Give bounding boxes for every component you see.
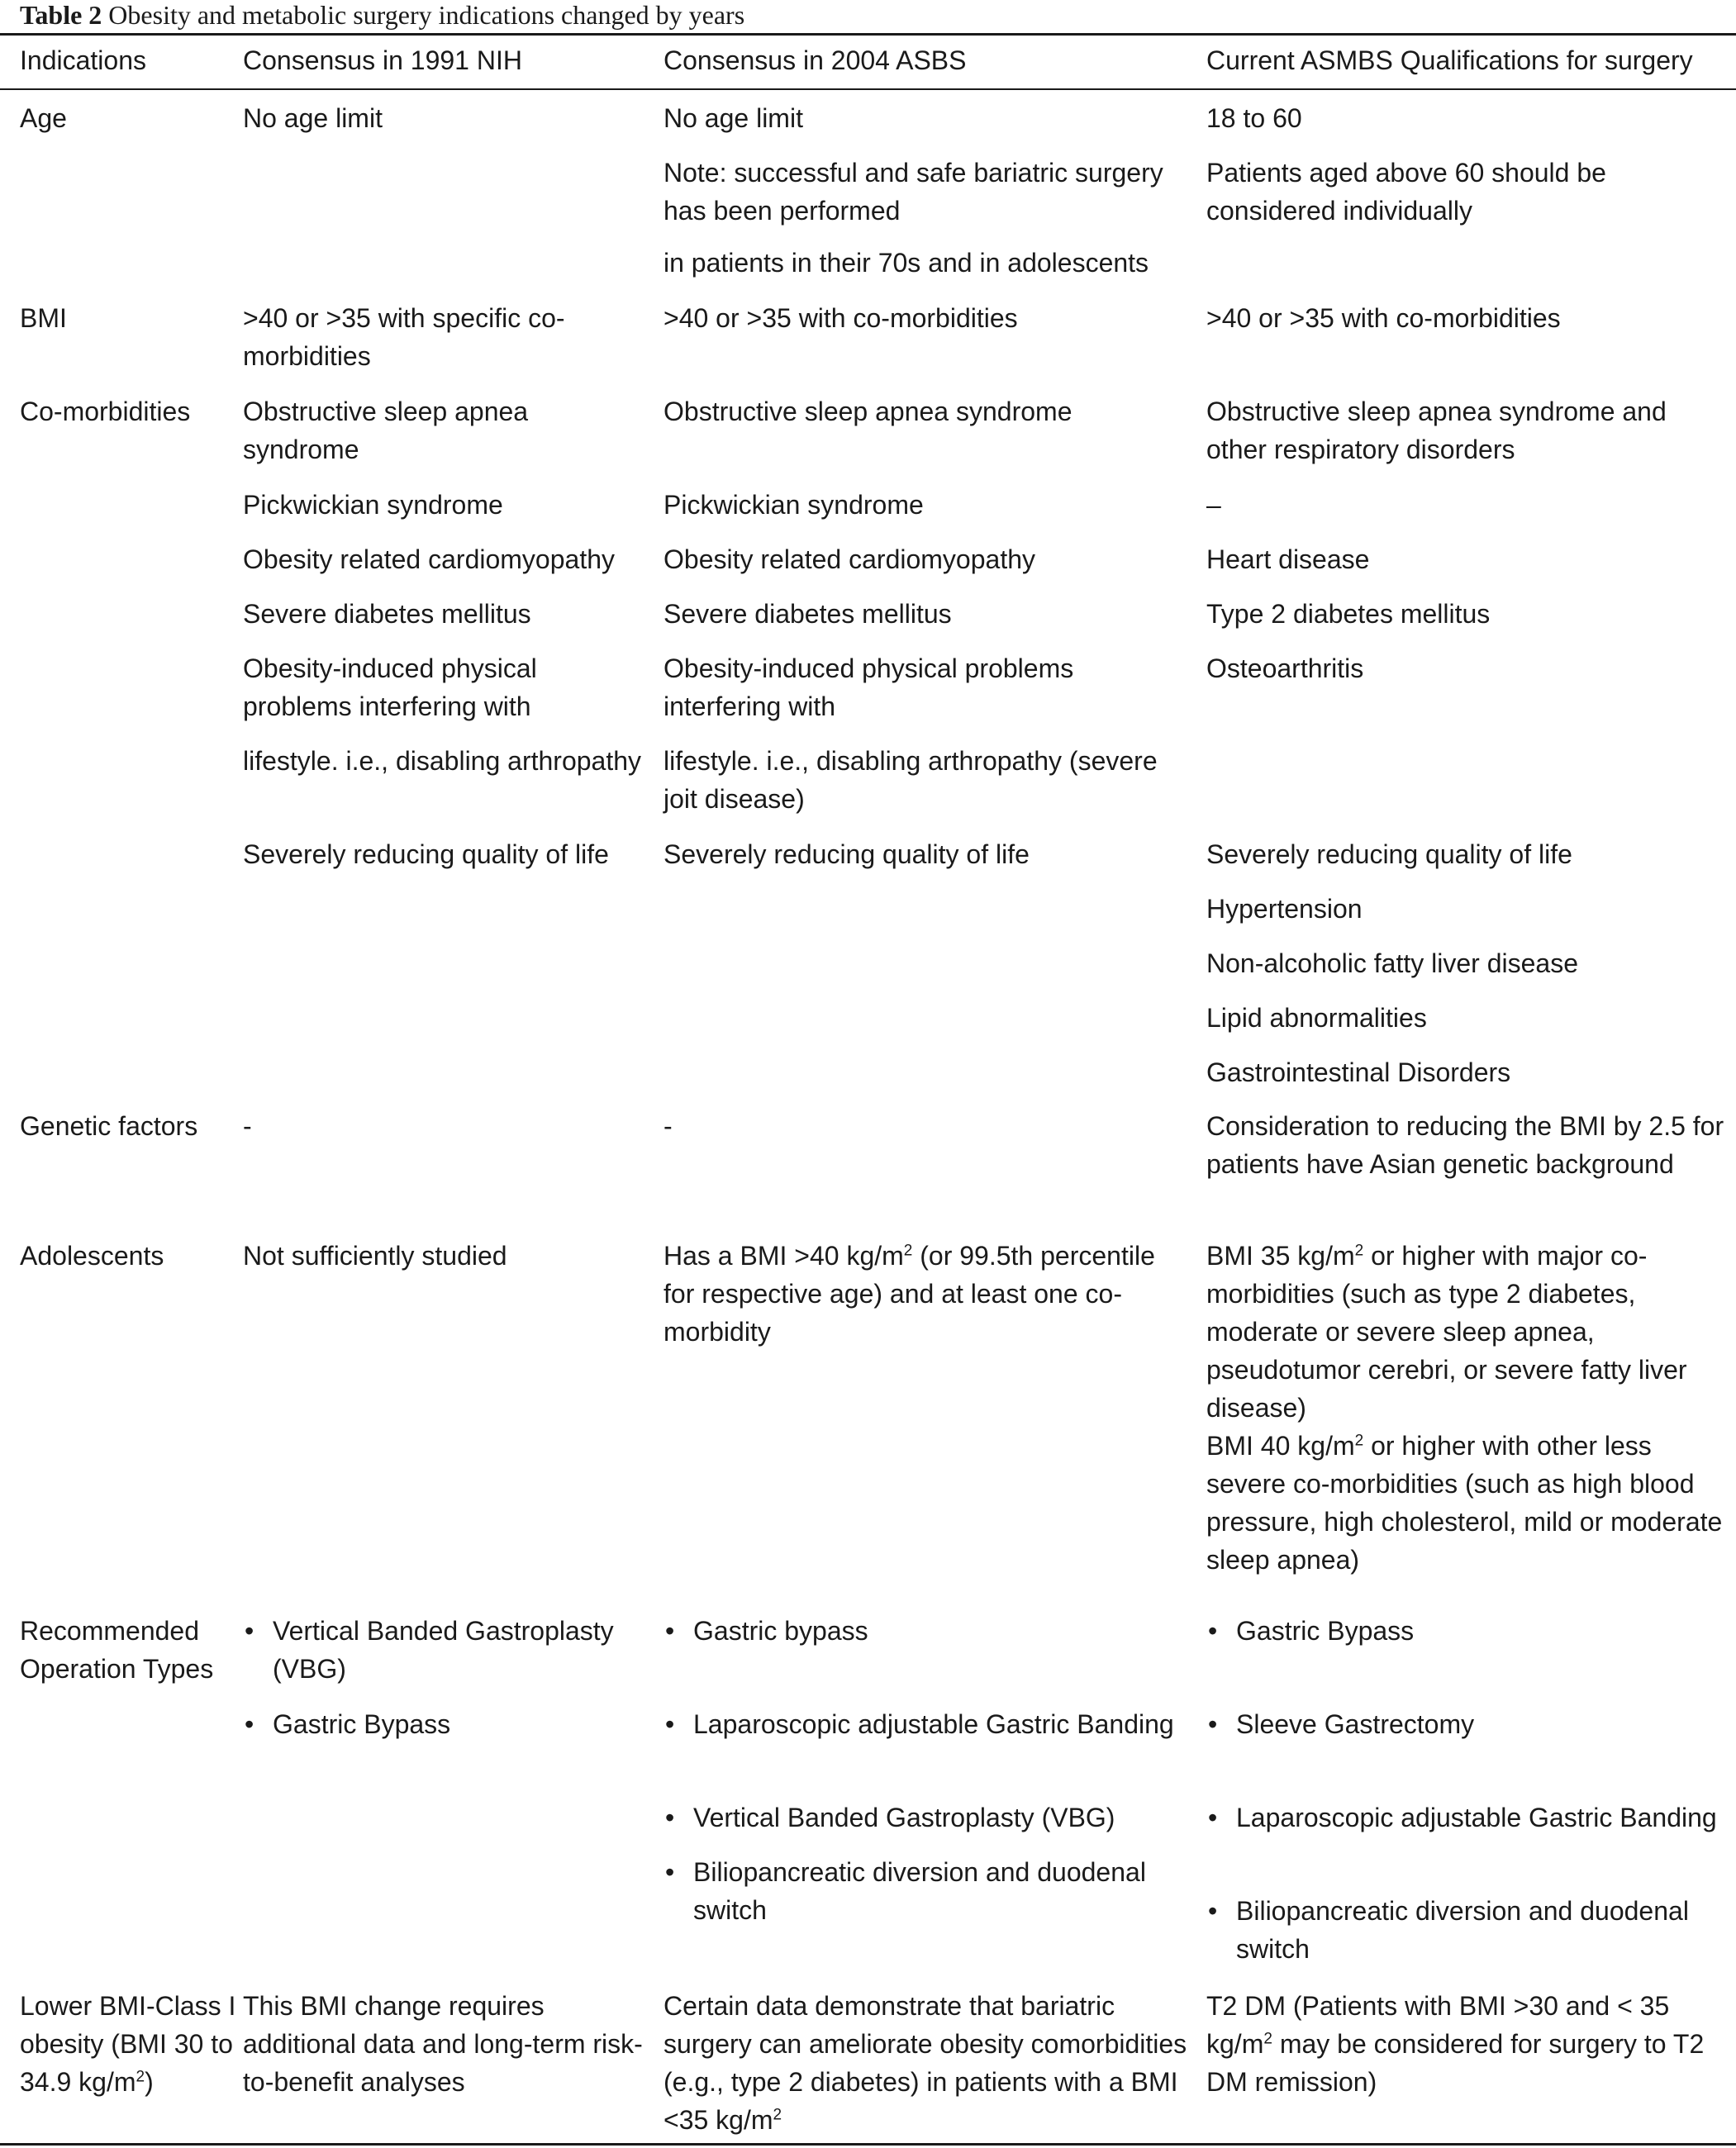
- cell-r2-c3-4: Osteoarthritis: [1206, 653, 1364, 683]
- cell-r5-c3-2: • Laparoscopic adjustable Gastric Banding: [1206, 1799, 1736, 1837]
- cell-r0-c2-0: No age limit: [663, 103, 803, 133]
- cell-r5-c1-0: • Vertical Banded Gastroplasty (VBG): [243, 1612, 678, 1688]
- cell-r2-c2-4: Obesity-induced physical problems interfering with: [663, 653, 1074, 721]
- cell-r4-c3-0: BMI 35 $kg/m^2$ or higher with major co-morbidities (such as type 2 diabetes, moderate or severe sleep apnea, pseudotumor cerebri, or severe fatty liver disease): [1206, 1241, 1687, 1423]
- cell-r5-c3-3: • Biliopancreatic diversion and duodenal switch: [1206, 1892, 1736, 1968]
- cell-r5-c1-1: • Gastric Bypass: [243, 1705, 678, 1743]
- cell-r5-c2-1: • Laparoscopic adjustable Gastric Banding: [663, 1705, 1222, 1743]
- cell-r2-c2-0: Obstructive sleep apnea syndrome: [663, 397, 1073, 426]
- cell-r2-c1-3: Severe diabetes mellitus: [243, 599, 531, 629]
- column-header-2: Consensus in 2004 ASBS: [663, 45, 967, 75]
- cell-r6-c3-0: T2 DM (Patients with BMI >30 and < 35 $kg/m^2$ may be considered for surgery to T2 DM remission): [1206, 1991, 1705, 2097]
- cell-r0-c3-0: 18 to 60: [1206, 103, 1302, 133]
- row-indication-5: Recommended Operation Types: [20, 1616, 214, 1684]
- cell-r0-c3-1: Patients aged above 60 should be considered individually: [1206, 158, 1606, 226]
- cell-r2-c2-2: Obesity related cardiomyopathy: [663, 544, 1035, 574]
- cell-r2-c3-6: Hypertension: [1206, 894, 1363, 924]
- cell-r2-c3-9: Gastrointestinal Disorders: [1206, 1057, 1511, 1087]
- cell-r2-c3-8: Lipid abnormalities: [1206, 1003, 1427, 1033]
- row-indication-0: Age: [20, 103, 67, 133]
- cell-r6-c1-0: This BMI change requires additional data and long-term risk-to-benefit analyses: [243, 1991, 643, 2097]
- cell-r2-c3-0: Obstructive sleep apnea syndrome and other respiratory disorders: [1206, 397, 1667, 464]
- cell-r4-c3-1: BMI 40 $kg/m^2$ or higher with other less severe co-morbidities (such as high blood pressure, high cholesterol, mild or moderate sleep apnea): [1206, 1431, 1723, 1575]
- cell-r3-c2-0: -: [663, 1111, 673, 1141]
- table-title: Obesity and metabolic surgery indications changed by years: [108, 0, 745, 30]
- cell-r0-c1-0: No age limit: [243, 103, 383, 133]
- cell-r2-c2-3: Severe diabetes mellitus: [663, 599, 952, 629]
- row-indication-6: Lower BMI-Class I obesity (BMI 30 to 34.9 $kg/m^2$): [20, 1991, 236, 2097]
- cell-r6-c2-0: Certain data demonstrate that bariatric surgery can ameliorate obesity comorbidities (e.g., type 2 diabetes) in patients with a BMI <35 $kg/m^2$: [663, 1991, 1187, 2135]
- cell-r3-c1-0: -: [243, 1111, 252, 1141]
- cell-r0-c2-1: Note: successful and safe bariatric surgery has been performed: [663, 158, 1163, 226]
- cell-r5-c2-3: • Biliopancreatic diversion and duodenal switch: [663, 1853, 1222, 1929]
- cell-r0-c2-2: in patients in their 70s and in adolescents: [663, 248, 1149, 278]
- cell-r5-c2-0: • Gastric bypass: [663, 1612, 1222, 1650]
- row-indication-4: Adolescents: [20, 1241, 164, 1271]
- column-header-3: Current ASMBS Qualifications for surgery: [1206, 45, 1693, 75]
- table-label: Table 2: [20, 0, 102, 30]
- cell-r2-c1-6: Severely reducing quality of life: [243, 839, 609, 869]
- column-header-0: Indications: [20, 45, 146, 75]
- cell-r1-c1-0: >40 or >35 with specific co-morbidities: [243, 303, 565, 371]
- cell-r2-c3-7: Non-alcoholic fatty liver disease: [1206, 948, 1578, 978]
- cell-r2-c1-1: Pickwickian syndrome: [243, 490, 503, 520]
- cell-r2-c1-4: Obesity-induced physical problems interfering with: [243, 653, 537, 721]
- cell-r2-c3-5: Severely reducing quality of life: [1206, 839, 1572, 869]
- cell-r4-c2-0: Has a BMI >40 $kg/m^2$ (or 99.5th percentile for respective age) and at least one co-morbidity: [663, 1241, 1155, 1347]
- cell-r2-c1-0: Obstructive sleep apnea syndrome: [243, 397, 529, 464]
- cell-r4-c1-0: Not sufficiently studied: [243, 1241, 507, 1271]
- cell-r5-c2-2: • Vertical Banded Gastroplasty (VBG): [663, 1799, 1222, 1837]
- column-header-1: Consensus in 1991 NIH: [243, 45, 522, 75]
- cell-r1-c3-0: >40 or >35 with co-morbidities: [1206, 303, 1561, 333]
- cell-r2-c3-3: Type 2 diabetes mellitus: [1206, 599, 1491, 629]
- cell-r2-c2-6: Severely reducing quality of life: [663, 839, 1030, 869]
- cell-r5-c3-1: • Sleeve Gastrectomy: [1206, 1705, 1736, 1743]
- cell-r2-c1-5: lifestyle. i.e., disabling arthropathy: [243, 746, 642, 776]
- cell-r2-c1-2: Obesity related cardiomyopathy: [243, 544, 615, 574]
- cell-r2-c3-2: Heart disease: [1206, 544, 1370, 574]
- row-indication-3: Genetic factors: [20, 1111, 198, 1141]
- cell-r2-c2-5: lifestyle. i.e., disabling arthropathy (severe joit disease): [663, 746, 1158, 814]
- cell-r5-c3-0: • Gastric Bypass: [1206, 1612, 1736, 1650]
- row-indication-1: BMI: [20, 303, 67, 333]
- cell-r1-c2-0: >40 or >35 with co-morbidities: [663, 303, 1018, 333]
- cell-r2-c2-1: Pickwickian syndrome: [663, 490, 924, 520]
- cell-r2-c3-1: –: [1206, 490, 1221, 520]
- row-indication-2: Co-morbidities: [20, 397, 191, 426]
- cell-r3-c3-0: Consideration to reducing the BMI by 2.5 for patients have Asian genetic background: [1206, 1111, 1724, 1179]
